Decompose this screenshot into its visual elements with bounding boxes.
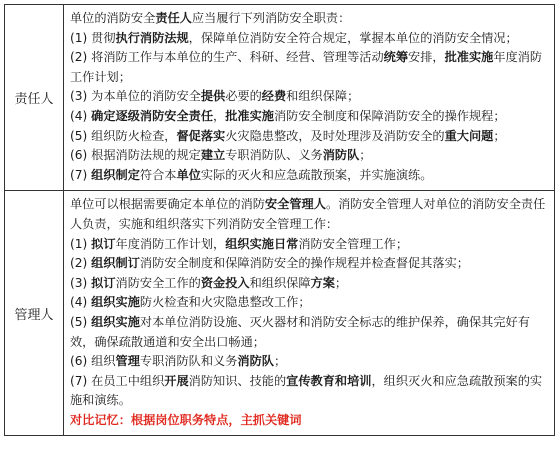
text-segment: 应当履行下列消防安全职责： [191, 11, 351, 25]
duties-table [4, 4, 555, 436]
row-label: 责任人 [5, 5, 64, 190]
text-segment: (1) 贯彻 [70, 30, 116, 45]
text-segment: 责任人 [155, 11, 192, 25]
text-segment: (3) [70, 275, 92, 290]
duty-line [70, 166, 548, 186]
duty-line [70, 87, 548, 107]
duty-line [70, 127, 548, 147]
text-segment: 组织制定 [91, 167, 140, 182]
text-segment: 和组织保障； [286, 89, 360, 104]
row-label: 管理人 [5, 191, 64, 435]
text-segment: 拟订 [91, 275, 116, 290]
text-segment: (7) [70, 167, 92, 182]
row-manager [5, 191, 554, 435]
text-segment: 建立 [200, 148, 226, 163]
text-segment: 组织实施 [91, 314, 140, 329]
text-segment: 和组织保障 [249, 275, 311, 290]
text-segment: 专职消防队和义务 [139, 354, 238, 369]
text-segment: (6) 根据消防法规的规定 [70, 148, 201, 163]
text-segment: 单位 [176, 167, 201, 182]
duty-line [70, 235, 548, 255]
text-segment: 消防安全工作的 [115, 275, 201, 290]
text-segment: 对本单位消防设施、灭火器材和消防安全标志的维护保养，确保其完好有效，确保疏散通道和安全出口畅通； [70, 314, 530, 349]
text-segment: 消防安全制度和保障消防安全的操作规程； [273, 108, 506, 123]
text-segment: 批准实施 [444, 50, 494, 65]
duty-line [70, 29, 548, 49]
text-segment: 组织实施日常 [225, 236, 299, 251]
text-segment: 重大问题 [444, 128, 494, 143]
text-segment: 开展 [164, 373, 189, 388]
duty-line [70, 352, 548, 372]
duty-line [70, 48, 548, 87]
text-segment: 防火检查和火灾隐患整改工作； [139, 295, 311, 310]
text-segment: 符合本 [139, 167, 177, 182]
text-segment: 实际的灭火和应急疏散预案，并实施演练。 [200, 167, 433, 182]
duty-line [70, 313, 548, 352]
text-segment: 单位的消防安全 [70, 11, 156, 25]
text-segment: 方案 [310, 275, 335, 290]
text-segment: 组织实施 [91, 295, 140, 310]
text-segment: 消防安全管理工作； [298, 236, 409, 251]
row-responsible-person [5, 5, 554, 191]
text-segment: 宣传教育和培训 [286, 373, 372, 388]
text-segment: 提供 [200, 89, 226, 104]
text-segment: (7) 在员工中组织 [70, 373, 165, 388]
text-segment: ； [334, 275, 348, 290]
text-segment: 。消防安全管理人对单位的消防安全责任人负责，实施和组织落实下列消防安全管理工作： [70, 197, 546, 231]
text-segment: ，组织灭火和应急疏散预案的实施和演练。 [70, 373, 543, 408]
text-segment: 安全管理人 [265, 197, 326, 212]
memo-tip: 对比记忆：根据岗位职务特点，主抓关键词 [70, 412, 302, 427]
row-content [64, 5, 554, 190]
text-segment: (1) [70, 236, 92, 251]
text-segment: 组织制订 [91, 256, 140, 271]
text-segment: ； [273, 354, 287, 369]
text-segment: (5) [70, 314, 92, 329]
duty-line [70, 293, 548, 313]
text-segment: (2) 将消防工作与本单位的生产、科研、经营、管理等活动 [70, 50, 384, 65]
text-segment: (5) 组织防火检查， [70, 128, 177, 143]
text-segment: (4) [70, 108, 92, 123]
text-segment: 统筹 [383, 50, 409, 65]
text-segment: 火灾隐患整改，及时处理涉及消防安全的 [225, 128, 445, 143]
text-segment: 督促落实 [176, 128, 226, 143]
text-segment: 消防队 [237, 354, 274, 369]
text-segment: 年度消防工作计划； [70, 50, 543, 84]
text-segment: 拟订 [91, 236, 116, 251]
duty-line [70, 195, 548, 234]
text-segment: 经费 [261, 89, 287, 104]
duty-line [70, 107, 548, 127]
text-segment: 必要的 [225, 89, 262, 104]
text-segment: (4) [70, 295, 92, 310]
text-segment: ； [493, 128, 506, 143]
text-segment: 专职消防队、义务 [225, 148, 323, 163]
duty-line [70, 9, 548, 29]
text-segment: (3) 为本单位的消防安全 [70, 89, 201, 104]
row-content [64, 191, 554, 435]
text-segment: 管理 [115, 354, 140, 369]
text-segment: ； [359, 148, 372, 163]
text-segment: (6) 组织 [70, 354, 116, 369]
duty-line [70, 146, 548, 166]
text-segment: 资金投入 [200, 275, 250, 290]
text-segment: 执行消防法规 [115, 30, 189, 45]
duty-line [70, 372, 548, 411]
text-segment: 消防安全制度和保障消防安全的操作规程并检查督促其落实； [139, 256, 469, 271]
text-segment: 单位可以根据需要确定本单位的消防 [70, 197, 265, 212]
text-segment: 安排， [408, 50, 445, 65]
text-segment: ，保障单位消防安全符合规定，掌握本单位的消防安全情况； [188, 30, 518, 45]
text-segment: (2) [70, 256, 92, 271]
text-segment: 消防知识、技能的 [188, 373, 287, 388]
duty-line [70, 411, 548, 431]
duty-line [70, 254, 548, 274]
text-segment: ， [213, 108, 226, 123]
duty-line [70, 274, 548, 294]
text-segment: 确定逐级消防安全责任 [91, 108, 214, 123]
text-segment: 消防队 [322, 148, 360, 163]
text-segment: 年度消防工作计划， [115, 236, 226, 251]
text-segment: 批准实施 [225, 108, 274, 123]
